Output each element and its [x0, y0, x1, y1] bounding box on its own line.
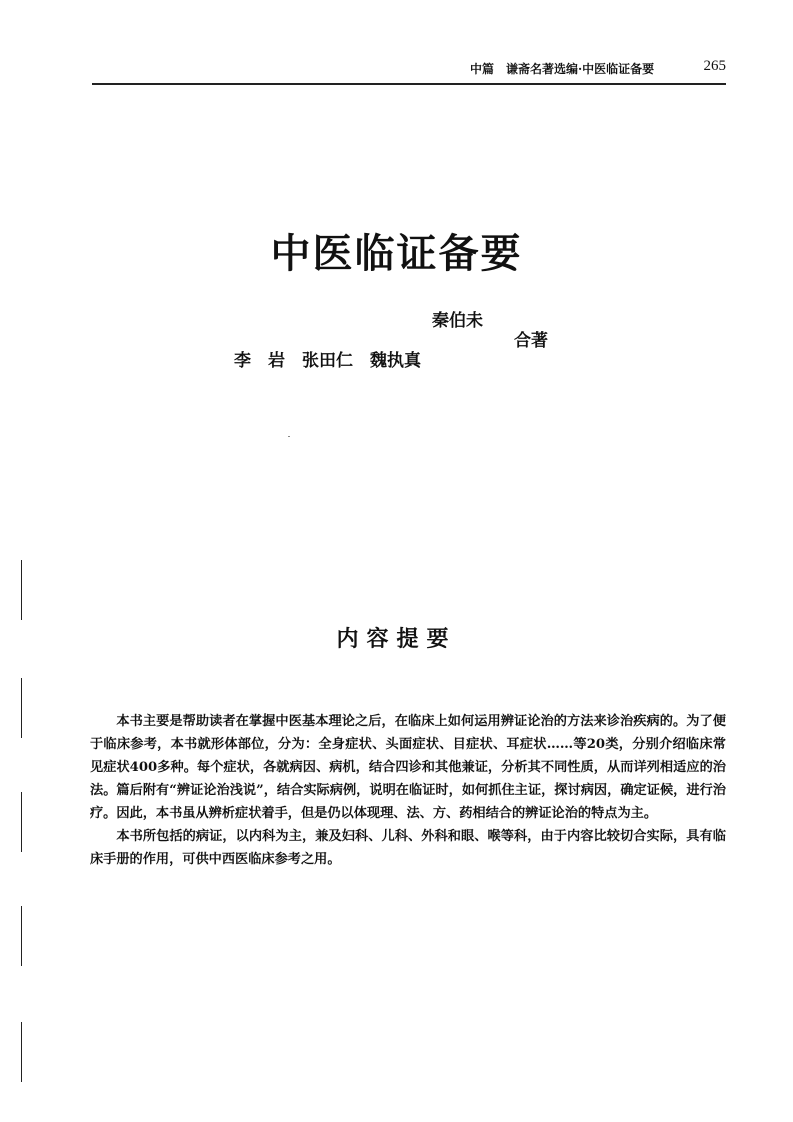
page-number: 265 [703, 58, 726, 74]
header-rule [92, 83, 726, 85]
scan-speck [288, 436, 290, 437]
author-role: 合著 [514, 331, 548, 351]
margin-line [21, 906, 22, 966]
book-title: 中医临证备要 [270, 230, 523, 277]
margin-line [21, 560, 22, 620]
author-line-1: 秦伯未 [432, 311, 483, 331]
margin-line [21, 1022, 22, 1082]
summary-body [90, 710, 726, 871]
margin-line [21, 792, 22, 852]
paragraph: 本书所包括的病证，以内科为主，兼及妇科、儿科、外科和眼、喉等科，由于内容比较切合实际，具有临床手册的作用，可供中西医临床参考之用。 [90, 829, 726, 867]
paragraph: 本书主要是帮助读者在掌握中医基本理论之后，在临床上如何运用辨证论治的方法来诊治疾病的。为了便于临床参考，本书就形体部位，分为：全身症状、头面症状、目症状、耳症状……等20类，分别介绍临床常见症状400多种。每个症状，各就病因、病机，结合四诊和其他兼证，分析其不同性质，从而详列相适应的治法。篇后附有“辨证论治浅说”，结合实际病例，说明在临证时，如何抓住主证，探讨病因，确定证候，进行治疗。因此，本书虽从辨析症状着手，但是仍以体现理、法、方、药相结合的辨证论治的特点为主。 [90, 714, 726, 821]
running-title: 中篇 谦斋名著选编·中医临证备要 [470, 62, 655, 76]
section-title: 内容提要 [336, 626, 457, 652]
running-header [470, 60, 726, 77]
author-line-2: 李 岩 张田仁 魏执真 [234, 351, 421, 371]
margin-line [21, 678, 22, 738]
